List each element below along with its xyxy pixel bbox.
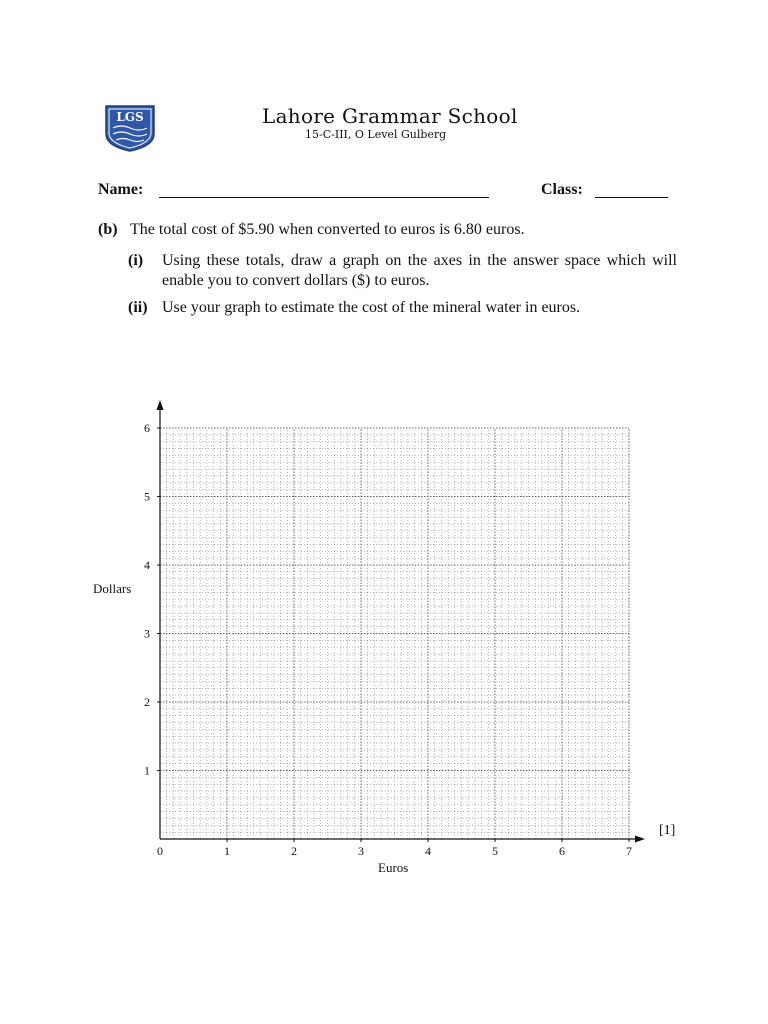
part-i-text: Using these totals, draw a graph on the axes in the answer space which will enable you to convert dollars ($) to euros. (162, 252, 677, 289)
y-tick-label: 4 (144, 558, 150, 572)
y-tick-label: 3 (144, 626, 150, 641)
x-tick-label: 1 (224, 844, 230, 858)
part-i-tag: (i) (128, 252, 144, 269)
y-tick-label: 2 (144, 695, 150, 709)
marks-allocation: [1] (659, 823, 676, 838)
question-part-b (98, 221, 525, 239)
part-b-text: The total cost of $5.90 when converted to euros is 6.80 euros. (130, 221, 525, 238)
student-info-row (98, 181, 678, 203)
y-tick-label: 6 (144, 421, 150, 435)
school-name: Lahore Grammar School (262, 104, 518, 128)
x-axis-arrow-icon (635, 836, 645, 843)
class-label: Class: (541, 181, 583, 198)
school-logo (104, 104, 156, 152)
part-b-tag: (b) (98, 221, 118, 238)
y-tick-label: 1 (144, 763, 150, 778)
x-tick-label: 4 (425, 844, 431, 858)
y-axis-label: Dollars (93, 581, 132, 596)
part-ii-text: Use your graph to estimate the cost of the mineral water in euros. (162, 299, 581, 316)
y-tick-label: 5 (144, 489, 150, 504)
name-label: Name: (98, 181, 144, 198)
x-tick-label: 6 (559, 844, 565, 858)
x-tick-label: 3 (358, 844, 364, 858)
x-tick-label: 7 (626, 844, 632, 858)
x-tick-label: 5 (492, 844, 498, 858)
y-axis-arrow-icon (157, 400, 164, 410)
x-axis-label: Euros (378, 860, 409, 875)
school-address: 15-C-III, O Level Gulberg (305, 128, 447, 141)
x-tick-label: 0 (157, 844, 163, 858)
class-field[interactable] (595, 197, 668, 198)
conversion-graph-grid[interactable] (80, 388, 700, 888)
part-ii-tag: (ii) (128, 299, 148, 316)
name-field[interactable] (159, 197, 489, 198)
x-tick-label: 2 (291, 844, 297, 858)
question-part-ii (128, 299, 580, 317)
logo-text: LGS (116, 110, 144, 124)
